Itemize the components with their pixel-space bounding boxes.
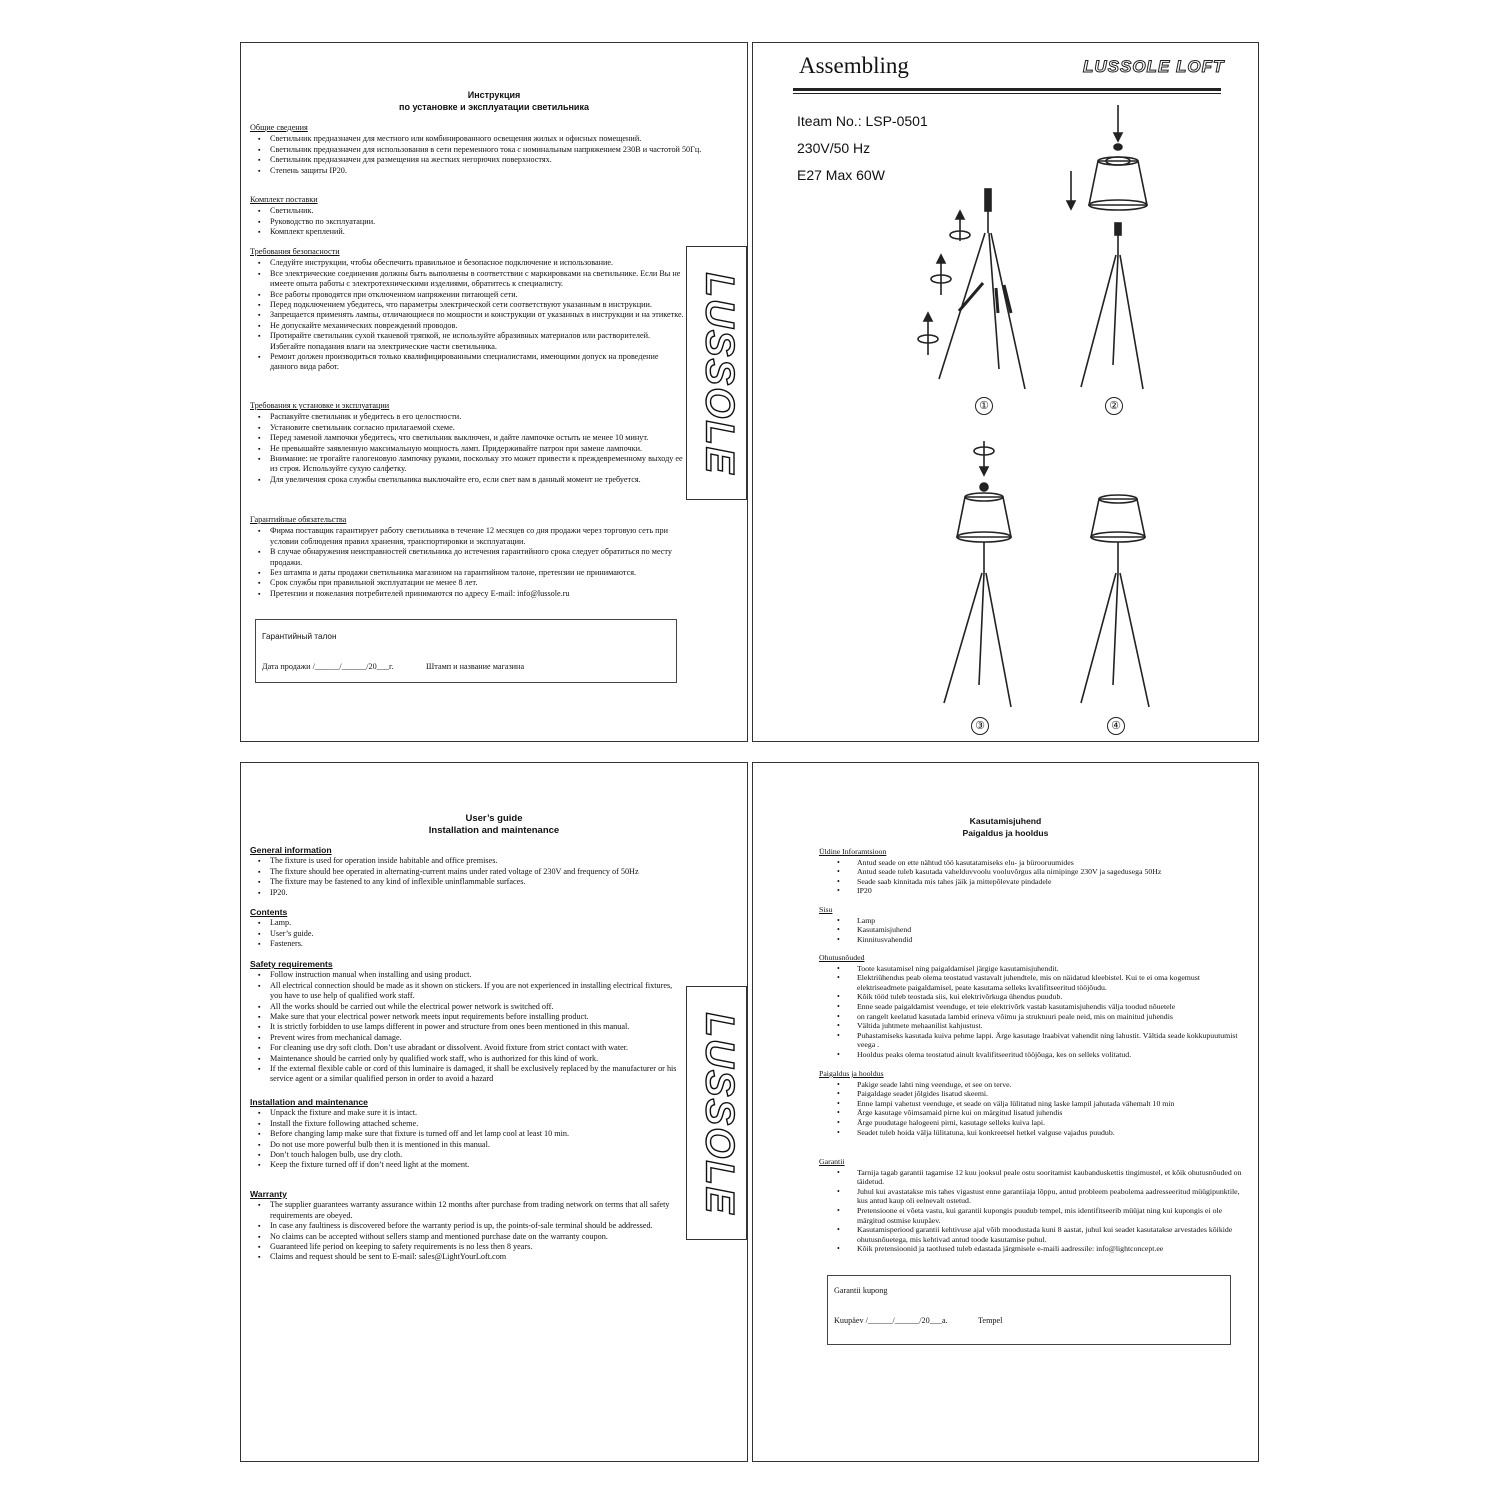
en-title-line2: Installation and maintenance — [428, 825, 560, 836]
list-item: ▪ Все работы проводятся при отключенном напряжении питающей сети. — [270, 290, 685, 300]
list-item: ▪ It is strictly forbidden to use lamps different in power and structure from ones been mentioned in this manual. — [270, 1022, 685, 1032]
section-heading: Требования к установке и эксплуатации — [250, 401, 390, 410]
list-item: ▪ Claims and request should be sent to E-mail: sales@LightYourLoft.com — [270, 1252, 685, 1262]
estonian-instructions-page — [752, 762, 1259, 1462]
list-item: ▪ In case any faultiness is discovered before the warranty period is up, the points-of-sale terminal should be addressed. — [270, 1221, 685, 1231]
section-heading: Гарантийные обязательства — [250, 515, 347, 524]
list-item: • Puhastamiseks kasutada kuiva pehme lappi. Ärge kasutage lraabivat vahendit ning lahustit. Vältida seade kokkupuutumist veega . — [857, 1031, 1248, 1050]
list-item: ▪ Запрещается применять лампы, отличающиеся по мощности и конструкции от указанных в инструкции и на этикетке. — [270, 310, 685, 320]
ru-warranty-coupon — [255, 619, 677, 683]
ru-section-general — [250, 123, 737, 176]
list-item: • Seade saab kinnitada mis tahes jäik ja mittepõlevate pindadele — [857, 877, 1248, 887]
section-heading: Safety requirements — [250, 959, 333, 969]
list-item: • Kõik pretensioonid ja taotlused tuleb edastada järgmisele e-maili aadressile: info@lightconcept.ee — [857, 1244, 1248, 1254]
list-item: ▪ Степень защиты IP20. — [270, 166, 737, 176]
list-item: ▪ Ремонт должен производиться только квалифицированными специалистами, имеющими допуск на проведение данного вида работ. — [270, 352, 685, 373]
section-heading: Ohutusnõuded — [819, 953, 865, 962]
list-item: ▪ Before changing lamp make sure that fixture is turned off and let lamp cool at least 10 min. — [270, 1129, 685, 1139]
svg-text:LUSSOLE: LUSSOLE — [697, 272, 742, 476]
section-heading: Garantii — [819, 1157, 845, 1166]
list-item: ▪ Внимание: не трогайте галогеновую лампочку руками, поскольку это может привести к преждевременному выходу ее из строя. Используйте сухую салфетку. — [270, 454, 685, 475]
list-item: ▪ Guaranteed life period on keeping to safety requirements is no less then 8 years. — [270, 1242, 685, 1252]
list-item: • Kinnitusvahendid — [857, 935, 1248, 945]
en-section-installation — [250, 1097, 685, 1171]
et-section-warranty — [819, 1157, 1248, 1254]
list-item: ▪ Maintenance should be carried only by qualified work staff, who is authorized for this kind of work. — [270, 1054, 685, 1064]
list-item: ▪ No claims can be accepted without sellers stamp and mentioned purchase date on the warranty coupon. — [270, 1232, 685, 1242]
list-item: • Antud seade on ette nähtud töö kasutatamiseks elu- ja bürooruumides — [857, 858, 1248, 868]
assembling-page — [752, 42, 1259, 742]
section-heading: Paigaldus ja hooldus — [819, 1069, 884, 1078]
list-item: • Elektriühendus peab olema teostatud vastavalt juhendtele, mis on näidatud kleebistel. Kui te ei oma kogemust elektriseadmete paigaldamisel, peate kasutama selleks kvalifitseeritud tööjõudu. — [857, 973, 1248, 992]
section-heading: Комплект поставки — [250, 195, 318, 204]
list-item: ▪ If the external flexible cable or cord of this luminaire is damaged, it shall be exclusively replaced by the manufacturer or his service agent or a similar qualified person in order to avoid a hazard — [270, 1064, 685, 1085]
list-item: • Paigaldage seadet jõlgides lisatud skeemi. — [857, 1089, 1248, 1099]
list-item: • Seadet tuleb hoida välja lülitatuna, kui konkreetsel hetkel valguse vajadus puudub. — [857, 1128, 1248, 1138]
list-item: ▪ The fixture may be fastened to any kind of inflexible uninflammable surfaces. — [270, 877, 737, 887]
list-item: ▪ Претензии и пожелания потребителей принимаются по адресу E-mail: info@lussole.ru — [270, 589, 685, 599]
list-item: ▪ Не превышайте заявленную максимальную мощность ламп. Придерживайте патрон при замене лампочки. — [270, 444, 685, 454]
list-item: • Kasutamisperiood garantii kehtivuse ajal võib moodustada kuni 8 aastat, juhul kui seadet kasutatakse arvestades kõikide ohutusnõuetega, mis kehtivad antud toode kasutamise puhul. — [857, 1225, 1248, 1244]
section-heading: Общие сведения — [250, 123, 308, 132]
list-item: • Vältida juhtmete mehaanilist kahjustust. — [857, 1021, 1248, 1031]
section-heading: Üldine Inforamtsioon — [819, 847, 887, 856]
svg-text:LUSSOLE: LUSSOLE — [697, 1012, 742, 1216]
list-item: ▪ Lamp. — [270, 918, 737, 928]
english-instructions-page — [240, 762, 748, 1462]
list-item: ▪ Распакуйте светильник и убедитесь в его целостности. — [270, 412, 685, 422]
list-item: ▪ Фирма поставщик гарантирует работу светильника в течение 12 месяцев со дня продажи через торговую сеть при условии соблюдения правил хранения, транспортировки и эксплуатации. — [270, 526, 685, 547]
item-number: Iteam No.: LSP-0501 — [797, 113, 928, 129]
list-item: • Juhul kui avastatakse mis tahes vigastust enne garantiiaja lõppu, antud probleem peabolema aadresseeritud müügipunktile, kus antud kaup oli eelnevalt ostetud. — [857, 1187, 1248, 1206]
list-item: • Tarnija tagab garantii tagamise 12 kuu jooksul peale ostu sooritamist kaubanduskettis tingimustel, et kõik ohutusnõuded on täidetud. — [857, 1168, 1248, 1187]
list-item: • Kasutamisjuhend — [857, 925, 1248, 935]
list-item: ▪ Make sure that your electrical power network meets input requirements before installing product. — [270, 1012, 685, 1022]
en-title-line1: User’s guide — [465, 813, 523, 824]
step-number-4: ④ — [1107, 717, 1125, 735]
brand-logo-strip — [686, 246, 747, 500]
ru-section-contents — [250, 195, 737, 238]
russian-instructions-page — [240, 42, 748, 742]
step3-bulb-illustration — [944, 441, 1011, 707]
list-item: ▪ Do not use more powerful bulb then it is mentioned in this manual. — [270, 1140, 685, 1150]
list-item: ▪ Комплект креплений. — [270, 227, 737, 237]
lussole-logo-vertical — [687, 247, 748, 501]
list-item: • on rangelt keelatud kasutada lambid erineva võimu ja struktuuri peale neid, mis on mainitud juhendis — [857, 1012, 1248, 1022]
list-item: ▪ Светильник предназначен для использования в сети переменного тока с номинальным напряжением 230В и частотой 50Гц. — [270, 145, 737, 155]
brand-logo-strip — [686, 986, 747, 1240]
list-item: • Pakige seade lahti ning veenduge, et see on terve. — [857, 1080, 1248, 1090]
list-item: ▪ Fasteners. — [270, 939, 737, 949]
list-item: ▪ IP20. — [270, 888, 737, 898]
list-item: ▪ User’s guide. — [270, 929, 737, 939]
en-section-safety — [250, 959, 685, 1085]
et-title-line1: Kasutamisjuhend — [969, 816, 1042, 826]
list-item: • Ärge puudutage halogeeni pirni, kasutage selleks kuiva lapi. — [857, 1118, 1248, 1128]
section-heading: Warranty — [250, 1189, 287, 1199]
list-item: ▪ Для увеличения срока службы светильника выключайте его, если свет вам в данный момент не требуется. — [270, 475, 685, 485]
list-item: ▪ В случае обнаружения неисправностей светильника до истечения гарантийного срока следует обратиться по месту продажи. — [270, 547, 685, 568]
coupon-title: Гарантийный талон — [262, 632, 337, 641]
list-item: • Antud seade tuleb kasutada vahelduvvoolu vooluvõrgus alla nimipinge 230V ja sagedusega 50Hz — [857, 867, 1248, 877]
list-item: ▪ Без штампа и даты продажи светильника магазином на гарантийном талоне, претензии не принимаются. — [270, 568, 685, 578]
section-heading: Sisu — [819, 905, 833, 914]
et-section-installation — [819, 1069, 1248, 1137]
en-section-general — [250, 845, 737, 898]
step-number-2: ② — [1105, 397, 1123, 415]
list-item: ▪ All electrical connection should be made as it shown on stickers. If you are not experienced in installing electrical fixtures, you have to use help of qualified work staff. — [270, 981, 685, 1002]
rotate-arrow-icon — [950, 211, 970, 241]
list-item: ▪ Руководство по эксплуатации. — [270, 217, 737, 227]
list-item: • Enne lampi vahetust veenduge, et seade on välja lülitatud ning laske lampil jahutada vähemalt 10 min — [857, 1099, 1248, 1109]
list-item: • Lamp — [857, 916, 1248, 926]
et-section-general — [819, 847, 1248, 896]
ru-title-line2: по установке и эксплуатации светильника — [399, 102, 589, 112]
step1-tripod-illustration — [939, 189, 1025, 389]
en-section-warranty — [250, 1189, 685, 1263]
ru-section-installation — [250, 401, 685, 485]
et-section-safety — [819, 953, 1248, 1060]
section-heading: General information — [250, 845, 332, 855]
list-item: ▪ For cleaning use dry soft cloth. Don’t use abradant or dissolvent. Avoid fixture from strict contact with water. — [270, 1043, 685, 1053]
coupon-stamp: Штамп и название магазина — [426, 662, 525, 671]
list-item: ▪ Перед заменой лампочки убедитесь, что светильник выключен, и дайте лампочке остыть не менее 10 минут. — [270, 433, 685, 443]
list-item: ▪ The fixture should bee operated in alternating-current mains under rated voltage of 230V and frequency of 50Hz — [270, 867, 737, 877]
ru-section-warranty — [250, 515, 685, 599]
list-item: ▪ Перед подключением убедитесь, что параметры электрической сети соответствуют указанным в инструкции. — [270, 300, 685, 310]
en-title — [241, 813, 747, 837]
step-number-3: ③ — [971, 717, 989, 735]
list-item: ▪ Unpack the fixture and make sure it is intact. — [270, 1108, 685, 1118]
list-item: ▪ Не допускайте механических повреждений проводов. — [270, 321, 685, 331]
section-heading: Требования безопасности — [250, 247, 340, 256]
list-item: ▪ Светильник. — [270, 206, 737, 216]
section-heading: Installation and maintenance — [250, 1097, 368, 1107]
voltage-spec: 230V/50 Hz — [797, 140, 871, 156]
list-item: ▪ The supplier guarantees warranty assurance within 12 months after purchase from trading network on terms that all safety requirements are obeyed. — [270, 1200, 685, 1221]
bulb-spec: E27 Max 60W — [797, 167, 885, 183]
coupon-stamp: Tempel — [978, 1316, 1003, 1325]
list-item: • Kõik tööd tuleb teostada siis, kui elektrivõrkuga ühendus puudub. — [857, 992, 1248, 1002]
list-item: • Hooldus peaks olema teostatud ainult kvalifitseeritud tööjõuga, kes on selleks volitatud. — [857, 1050, 1248, 1060]
ru-title-line1: Инструкция — [467, 90, 521, 100]
list-item: ▪ Don’t touch halogen bulb, use dry cloth. — [270, 1150, 685, 1160]
et-title — [753, 815, 1258, 839]
list-item: ▪ Install the fixture following attached scheme. — [270, 1119, 685, 1129]
list-item: ▪ Prevent wires from mechanical damage. — [270, 1033, 685, 1043]
ru-title — [241, 89, 747, 113]
rotate-arrow-icon — [918, 313, 938, 355]
list-item: ▪ Протирайте светильник сухой тканевой тряпкой, не используйте абразивных материалов или растворителей. Избегайте попадания влаги на электрические части светильника. — [270, 331, 685, 352]
et-title-line2: Paigaldus ja hooldus — [962, 828, 1049, 838]
list-item: ▪ Установите светильник согласно прилагаемой схеме. — [270, 423, 685, 433]
coupon-date: Дата продажи /______/______/20___г. — [262, 662, 394, 671]
list-item: ▪ The fixture is used for operation inside habitable and office premises. — [270, 856, 737, 866]
brand-logo: LUSSOLE LOFT — [1083, 57, 1225, 76]
section-heading: Contents — [250, 907, 288, 917]
step2-shade-illustration — [1067, 105, 1147, 389]
list-item: • Ärge kasutage võimsamaid pirne kui on märgitud lisatud juhendis — [857, 1108, 1248, 1118]
list-item: • Enne seade paigaldamist veenduge, et teie elektrivõrk vastab kasutamisjuhendis välja toodud nõuetele — [857, 1002, 1248, 1012]
step-number-1: ① — [975, 397, 993, 415]
assembly-diagram — [753, 43, 1259, 742]
lussole-logo-vertical — [687, 987, 748, 1241]
assembling-title: Assembling — [799, 53, 909, 78]
coupon-title: Garantii kupong — [834, 1286, 888, 1295]
list-item: ▪ Светильник предназначен для размещения на жестких негорючих поверхностях. — [270, 155, 737, 165]
list-item: ▪ Follow instruction manual when installing and using product. — [270, 970, 685, 980]
list-item: ▪ All the works should be carried out while the electrical power network is switched off. — [270, 1002, 685, 1012]
list-item: • Pretensioone ei võeta vastu, kui garantii kupongis puudub tempel, mis identifitseerib müüjat ning kui kupongis ei ole märgitud ostmise kuupäev. — [857, 1206, 1248, 1225]
ru-section-safety — [250, 247, 685, 373]
en-section-contents — [250, 907, 737, 950]
list-item: • Toote kasutamisel ning paigaldamisel järgige kasutamisjuhendit. — [857, 964, 1248, 974]
step4-complete-lamp-illustration — [1081, 495, 1149, 707]
list-item: ▪ Светильник предназначен для местного или комбинированного освещения жилых и офисных помещений. — [270, 134, 737, 144]
rotate-arrow-icon — [931, 255, 951, 295]
list-item: ▪ Срок службы при правильной эксплуатации не менее 8 лет. — [270, 578, 685, 588]
et-section-contents — [819, 905, 1248, 944]
list-item: • IP20 — [857, 886, 1248, 896]
list-item: ▪ Все электрические соединения должны быть выполнены в соответствии с маркировками на светильнике. Если Вы не имеете опыта работы с электротехническими изделиями, обратитесь к специалисту. — [270, 269, 685, 290]
list-item: ▪ Следуйте инструкции, чтобы обеспечить правильное и безопасное подключение и использование. — [270, 258, 685, 268]
list-item: ▪ Keep the fixture turned off if don’t need light at the moment. — [270, 1160, 685, 1170]
coupon-date: Kuupäev /______/______/20___a. — [834, 1316, 948, 1325]
et-warranty-coupon — [827, 1275, 1231, 1345]
